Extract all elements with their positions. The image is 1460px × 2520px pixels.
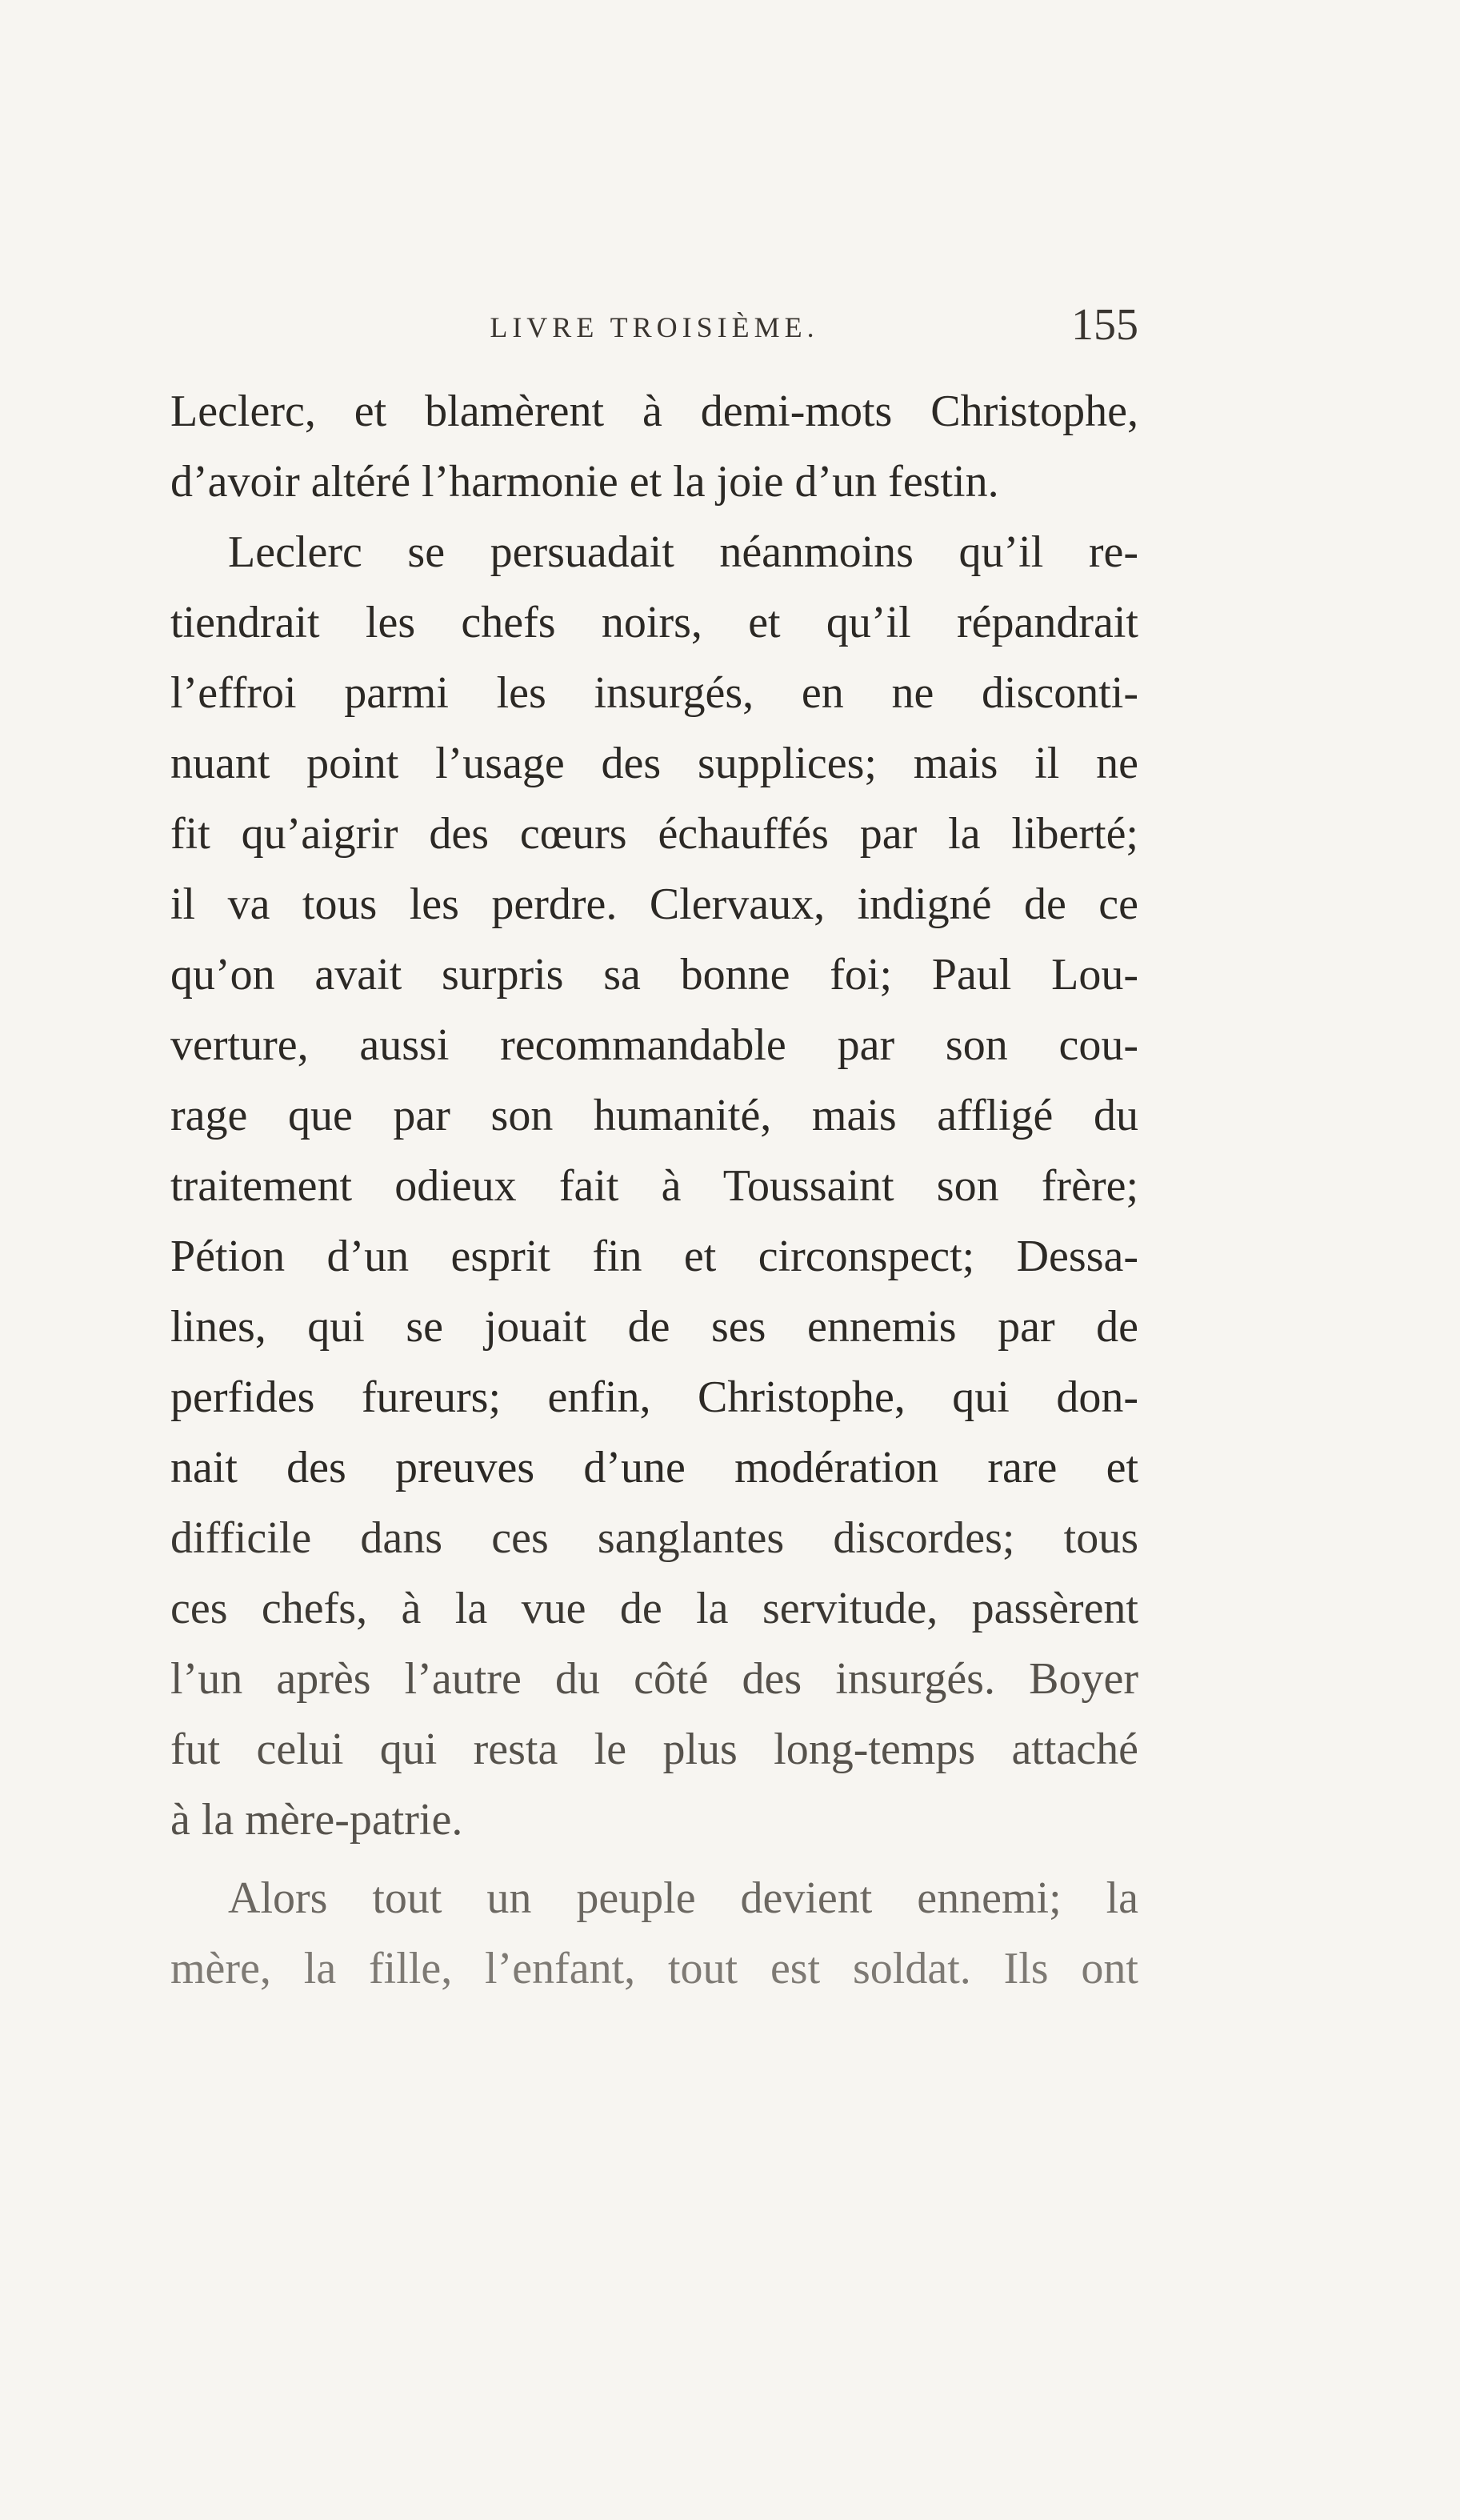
body-text	[170, 376, 1138, 2004]
text-line: fut celui qui resta le plus long-temps attaché	[170, 1725, 1138, 1774]
text-line: nait des preuves d’une modération rare et	[170, 1443, 1138, 1492]
text-line: verture, aussi recommandable par son cou-	[170, 1020, 1138, 1070]
text-line: lines, qui se jouait de ses ennemis par de	[170, 1302, 1138, 1352]
running-title: LIVRE TROISIÈME.	[490, 311, 819, 343]
page-number: 155	[1071, 300, 1138, 350]
text-line: ces chefs, à la vue de la servitude, passèrent	[170, 1584, 1138, 1633]
text-line: Leclerc, et blamèrent à demi-mots Christophe,	[170, 387, 1138, 436]
paragraph-start-line: Leclerc se persuadait néanmoins qu’il re-	[228, 527, 1138, 577]
text-line: tiendrait les chefs noirs, et qu’il répandrait	[170, 598, 1138, 647]
text-line: d’avoir altéré l’harmonie et la joie d’un festin.	[170, 457, 999, 507]
text-line: Pétion d’un esprit fin et circonspect; Dessa-	[170, 1232, 1138, 1281]
text-line: perfides fureurs; enfin, Christophe, qui don-	[170, 1372, 1138, 1422]
text-line: qu’on avait surpris sa bonne foi; Paul Lou-	[170, 950, 1138, 1000]
text-line: traitement odieux fait à Toussaint son frère;	[170, 1161, 1138, 1211]
text-line: il va tous les perdre. Clervaux, indigné de ce	[170, 879, 1138, 929]
text-line: fit qu’aigrir des cœurs échauffés par la liberté;	[170, 809, 1138, 859]
text-line: à la mère-patrie.	[170, 1795, 463, 1845]
text-line: nuant point l’usage des supplices; mais il ne	[170, 739, 1138, 788]
running-head	[170, 300, 1138, 354]
text-line: l’un après l’autre du côté des insurgés. Boyer	[170, 1654, 1138, 1704]
text-line: mère, la fille, l’enfant, tout est soldat. Ils ont	[170, 1944, 1138, 1993]
text-line: l’effroi parmi les insurgés, en ne disconti-	[170, 668, 1138, 718]
text-line: difficile dans ces sanglantes discordes; tous	[170, 1513, 1138, 1563]
paragraph-start-line: Alors tout un peuple devient ennemi; la	[228, 1873, 1138, 1923]
text-line: rage que par son humanité, mais affligé du	[170, 1091, 1138, 1140]
